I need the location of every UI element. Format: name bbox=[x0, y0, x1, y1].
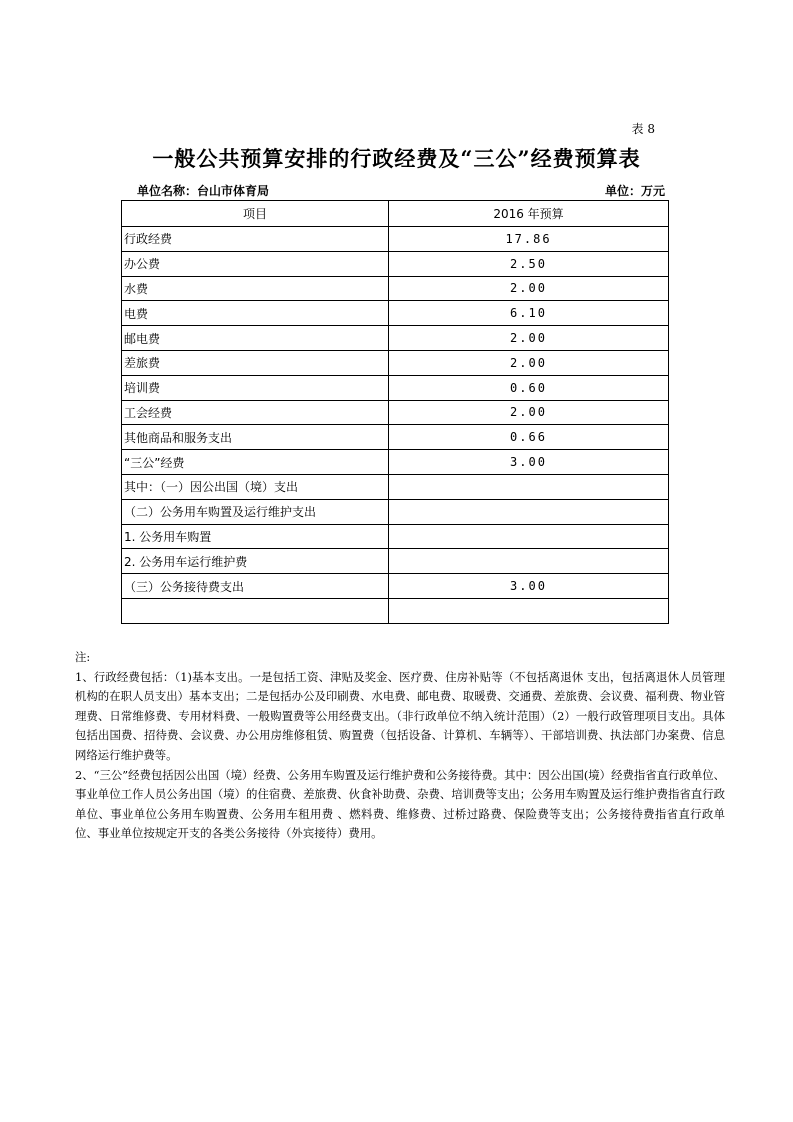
table-number: 表 8 bbox=[631, 122, 655, 136]
row-value: 2.00 bbox=[389, 326, 669, 351]
table-row bbox=[122, 301, 669, 326]
row-value: 2.50 bbox=[389, 251, 669, 276]
row-value: 2.00 bbox=[389, 350, 669, 375]
row-value bbox=[389, 474, 669, 499]
table-row bbox=[122, 227, 669, 252]
row-item: 水费 bbox=[122, 276, 389, 301]
row-value: 17.86 bbox=[389, 227, 669, 252]
table-row bbox=[122, 350, 669, 375]
currency-unit: 单位：万元 bbox=[604, 184, 665, 198]
table-row bbox=[122, 574, 669, 599]
table-row bbox=[122, 375, 669, 400]
table-row bbox=[122, 425, 669, 450]
row-item: 2. 公务用车运行维护费 bbox=[122, 549, 389, 574]
row-value: 3.00 bbox=[389, 450, 669, 475]
table-row bbox=[122, 549, 669, 574]
row-item: 培训费 bbox=[122, 375, 389, 400]
table-header-row bbox=[122, 201, 669, 227]
row-item: “三公”经费 bbox=[122, 450, 389, 475]
row-item: 工会经费 bbox=[122, 400, 389, 425]
row-value bbox=[389, 598, 669, 623]
row-value bbox=[389, 524, 669, 549]
table-row bbox=[122, 474, 669, 499]
table-row bbox=[122, 326, 669, 351]
column-header-budget: 2016 年预算 bbox=[389, 201, 669, 227]
row-value: 2.00 bbox=[389, 276, 669, 301]
row-value: 0.60 bbox=[389, 375, 669, 400]
table-row bbox=[122, 598, 669, 623]
row-value: 2.00 bbox=[389, 400, 669, 425]
row-item: （二）公务用车购置及运行维护支出 bbox=[122, 499, 389, 524]
row-value: 3.00 bbox=[389, 574, 669, 599]
row-value bbox=[389, 499, 669, 524]
row-item: 办公费 bbox=[122, 251, 389, 276]
row-item: 邮电费 bbox=[122, 326, 389, 351]
row-item: 1. 公务用车购置 bbox=[122, 524, 389, 549]
unit-name: 单位名称：台山市体育局 bbox=[137, 184, 270, 198]
table-row bbox=[122, 450, 669, 475]
row-value: 6.10 bbox=[389, 301, 669, 326]
row-item: 电费 bbox=[122, 301, 389, 326]
note-1: 1、行政经费包括：（1)基本支出。一是包括工资、津贴及奖金、医疗费、住房补贴等（不包括离退休 支出，包括离退休人员管理机构的在职人员支出）基本支出；二是包括办公及印刷费、水电费、邮电费、取暖费、交通费、差旅费、会议费、福利费、物业管理费、日常维修费、专用材料费、一般购置费等公用经费支出。（非行政单位不纳入统计范围）（2）一般行政管理项目支出。具体包括出国费、招待费、会议费、办公用房维修租赁、购置费（包括设备、计算机、车辆等）、干部培训费、执法部门办案费、信息网络运行维护费等。 bbox=[75, 669, 725, 762]
table-row bbox=[122, 276, 669, 301]
row-item: 差旅费 bbox=[122, 350, 389, 375]
row-item: 其他商品和服务支出 bbox=[122, 425, 389, 450]
row-item: （三）公务接待费支出 bbox=[122, 574, 389, 599]
row-value bbox=[389, 549, 669, 574]
notes-label: 注: bbox=[75, 650, 91, 664]
table-row bbox=[122, 524, 669, 549]
row-item: 行政经费 bbox=[122, 227, 389, 252]
notes bbox=[75, 648, 725, 844]
table-row bbox=[122, 251, 669, 276]
row-item bbox=[122, 598, 389, 623]
page-title: 一般公共预算安排的行政经费及“三公”经费预算表 bbox=[152, 146, 641, 171]
table-row bbox=[122, 400, 669, 425]
row-value: 0.66 bbox=[389, 425, 669, 450]
table-row bbox=[122, 499, 669, 524]
note-2: 2、“三公”经费包括因公出国（境）经费、公务用车购置及运行维护费和公务接待费。其中：因公出国(境）经费指省直行政单位、事业单位工作人员公务出国（境）的住宿费、差旅费、伙食补助费、杂费、培训费等支出；公务用车购置及运行维护费指省直行政单位、事业单位公务用车购置费、公务用车租用费 、燃料费、维修费、过桥过路费、保险费等支出；公务接待费指省直行政单位、事业单位按规定开支的各类公务接待（外宾接待）费用。 bbox=[75, 767, 725, 841]
column-header-item: 项目 bbox=[122, 201, 389, 227]
budget-table bbox=[121, 200, 669, 624]
row-item: 其中：（一）因公出国（境）支出 bbox=[122, 474, 389, 499]
